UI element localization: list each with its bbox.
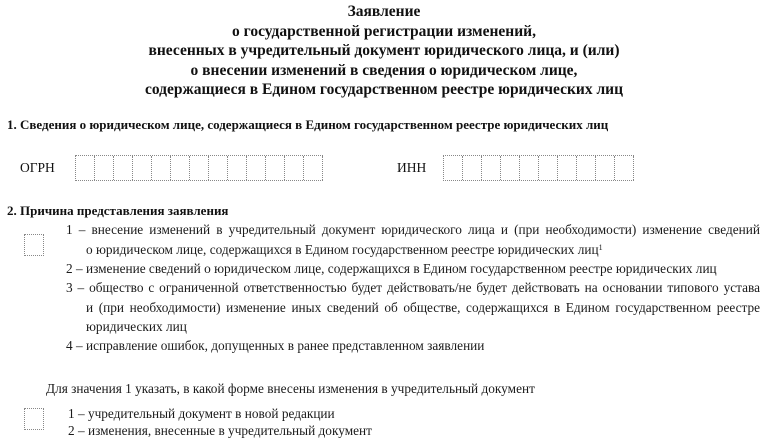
ogrn-label: ОГРН: [20, 160, 55, 175]
option-number: 2 –: [66, 261, 83, 276]
section-1-heading: 1. Сведения о юридическом лице, содержащиеся в Едином государственном реестре юридических лиц: [7, 117, 609, 132]
reason-option-1: 1 – внесение изменений в учредительный документ юридического лица и (при необходимости) изменение сведений о юридическом лице, содержащихся в Едином государственном реестре юридических лиц$^1$: [66, 222, 760, 257]
form-option-2: 2 – изменения, внесенные в учредительный документ: [68, 423, 372, 438]
option-number: 3 –: [66, 280, 85, 295]
reason-option-2: 2 – изменение сведений о юридическом лице, содержащихся в Едином государственном реестре юридических лиц: [66, 261, 717, 276]
reason-code-box[interactable]: [24, 234, 44, 256]
section-2-heading: 2. Причина представления заявления: [7, 203, 229, 218]
option-number: 2 –: [68, 423, 85, 438]
reason-option-4: 4 – исправление ошибок, допущенных в ранее представленном заявлении: [66, 338, 485, 353]
title-line: содержащиеся в Едином государственном реестре юридических лиц: [145, 81, 623, 98]
document-title: [0, 2, 768, 100]
form-note: Для значения 1 указать, в какой форме внесены изменения в учредительный документ: [46, 381, 535, 396]
option-number: 1 –: [66, 222, 86, 237]
title-line: о внесении изменений в сведения о юридическом лице,: [190, 61, 578, 79]
form-code-box[interactable]: [24, 408, 44, 430]
option-number: 4 –: [66, 338, 83, 353]
option-number: 1 –: [68, 406, 85, 421]
inn-input[interactable]: [443, 155, 634, 181]
ogrn-input[interactable]: [75, 155, 323, 181]
title-line: внесенных в учредительный документ юридического лица, и (или): [148, 42, 620, 59]
reason-option-3: 3 – общество с ограниченной ответственностью будет действовать/не будет действовать на основании типового устава и (при необходимости) изменение иных сведений об обществе, содержащихся в Едином государственном реестре юридических лиц: [66, 280, 760, 334]
inn-label: ИНН: [397, 160, 427, 175]
title-line: о государственной регистрации изменений,: [232, 22, 536, 40]
title-line: Заявление: [347, 3, 421, 20]
footnote-marker: 1: [598, 242, 603, 252]
form-option-1: 1 – учредительный документ в новой редакции: [68, 406, 335, 421]
